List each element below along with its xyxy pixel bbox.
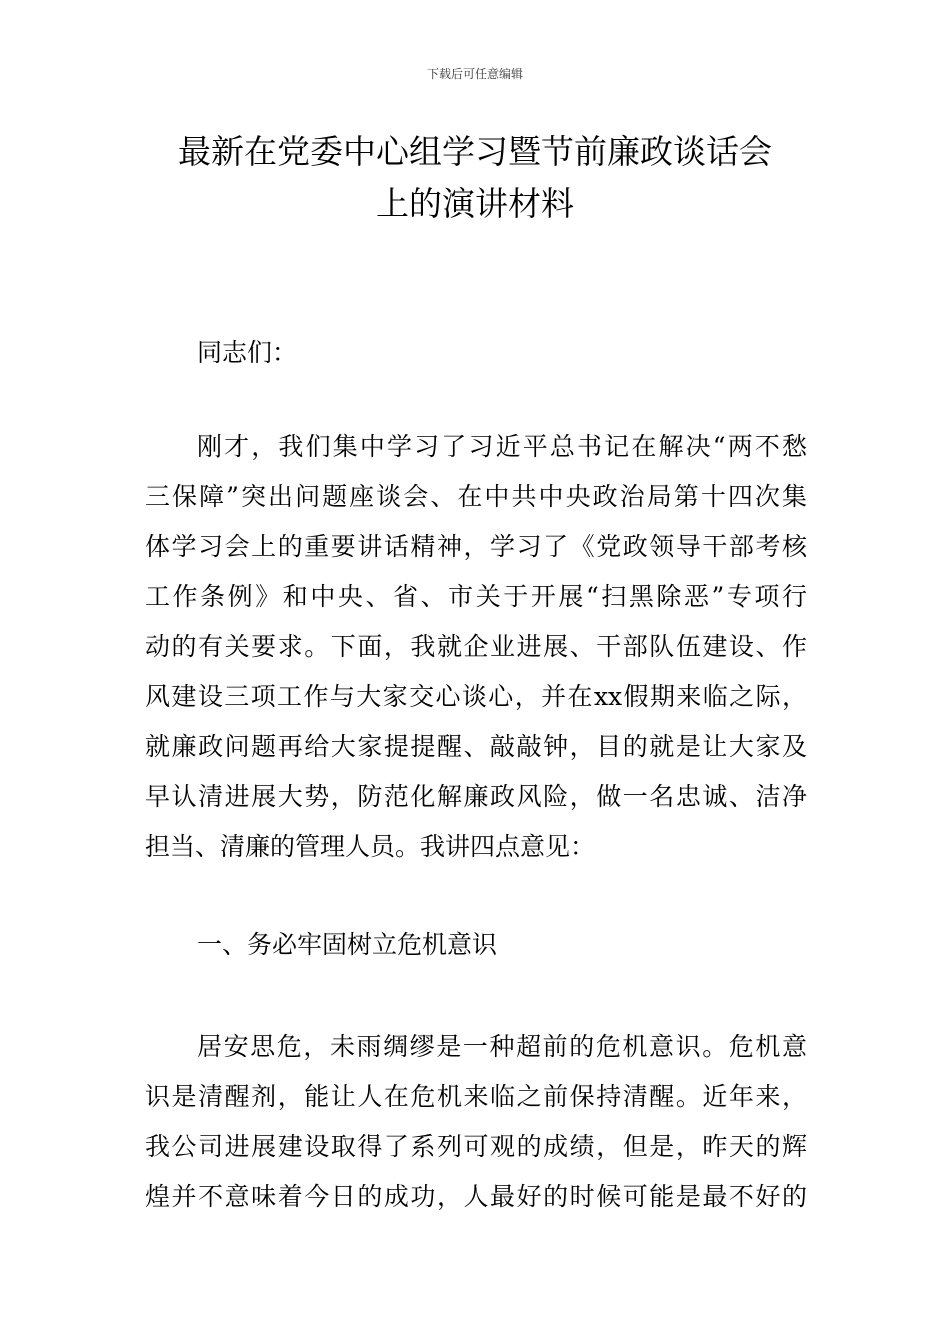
paragraph-line: 煌并不意味着今日的成功，人最好的时候可能是最不好的 <box>145 1182 807 1211</box>
paragraph-1 <box>145 422 807 872</box>
paragraph-line: 早认清进展大势，防范化解廉政风险，做一名忠诚、洁净 <box>145 782 807 811</box>
section-heading: 一、务必牢固树立危机意识 <box>197 930 498 959</box>
paragraph-line: 识是清醒剂，能让人在危机来临之前保持清醒。近年来， <box>145 1082 807 1111</box>
paragraph-line: 居安思危，未雨绸缪是一种超前的危机意识。危机意 <box>197 1032 807 1061</box>
paragraph-line: 三保障”突出问题座谈会、在中共中央政治局第十四次集 <box>145 482 807 511</box>
title-line-1: 最新在党委中心组学习暨节前廉政谈话会 <box>178 132 772 171</box>
greeting: 同志们： <box>197 338 298 367</box>
header-note: 下载后可任意编辑 <box>426 67 523 81</box>
paragraph-line: 体学习会上的重要讲话精神，学习了《党政领导干部考核 <box>145 532 807 561</box>
paragraph-line: 工作条例》和中央、省、市关于开展“扫黑除恶”专项行 <box>145 582 807 611</box>
paragraph-line: 担当、清廉的管理人员。我讲四点意见： <box>145 832 596 861</box>
paragraph-line: 风建设三项工作与大家交心谈心，并在xx假期来临之际， <box>145 682 807 711</box>
title-line-2: 上的演讲材料 <box>376 184 574 223</box>
paragraph-2 <box>145 1022 807 1222</box>
paragraph-line: 刚才，我们集中学习了习近平总书记在解决“两不愁 <box>197 432 807 461</box>
paragraph-line: 就廉政问题再给大家提提醒、敲敲钟，目的就是让大家及 <box>145 732 807 761</box>
document-title <box>100 126 850 230</box>
paragraph-line: 我公司进展建设取得了系列可观的成绩，但是，昨天的辉 <box>145 1132 807 1161</box>
paragraph-line: 动的有关要求。下面，我就企业进展、干部队伍建设、作 <box>145 632 807 661</box>
